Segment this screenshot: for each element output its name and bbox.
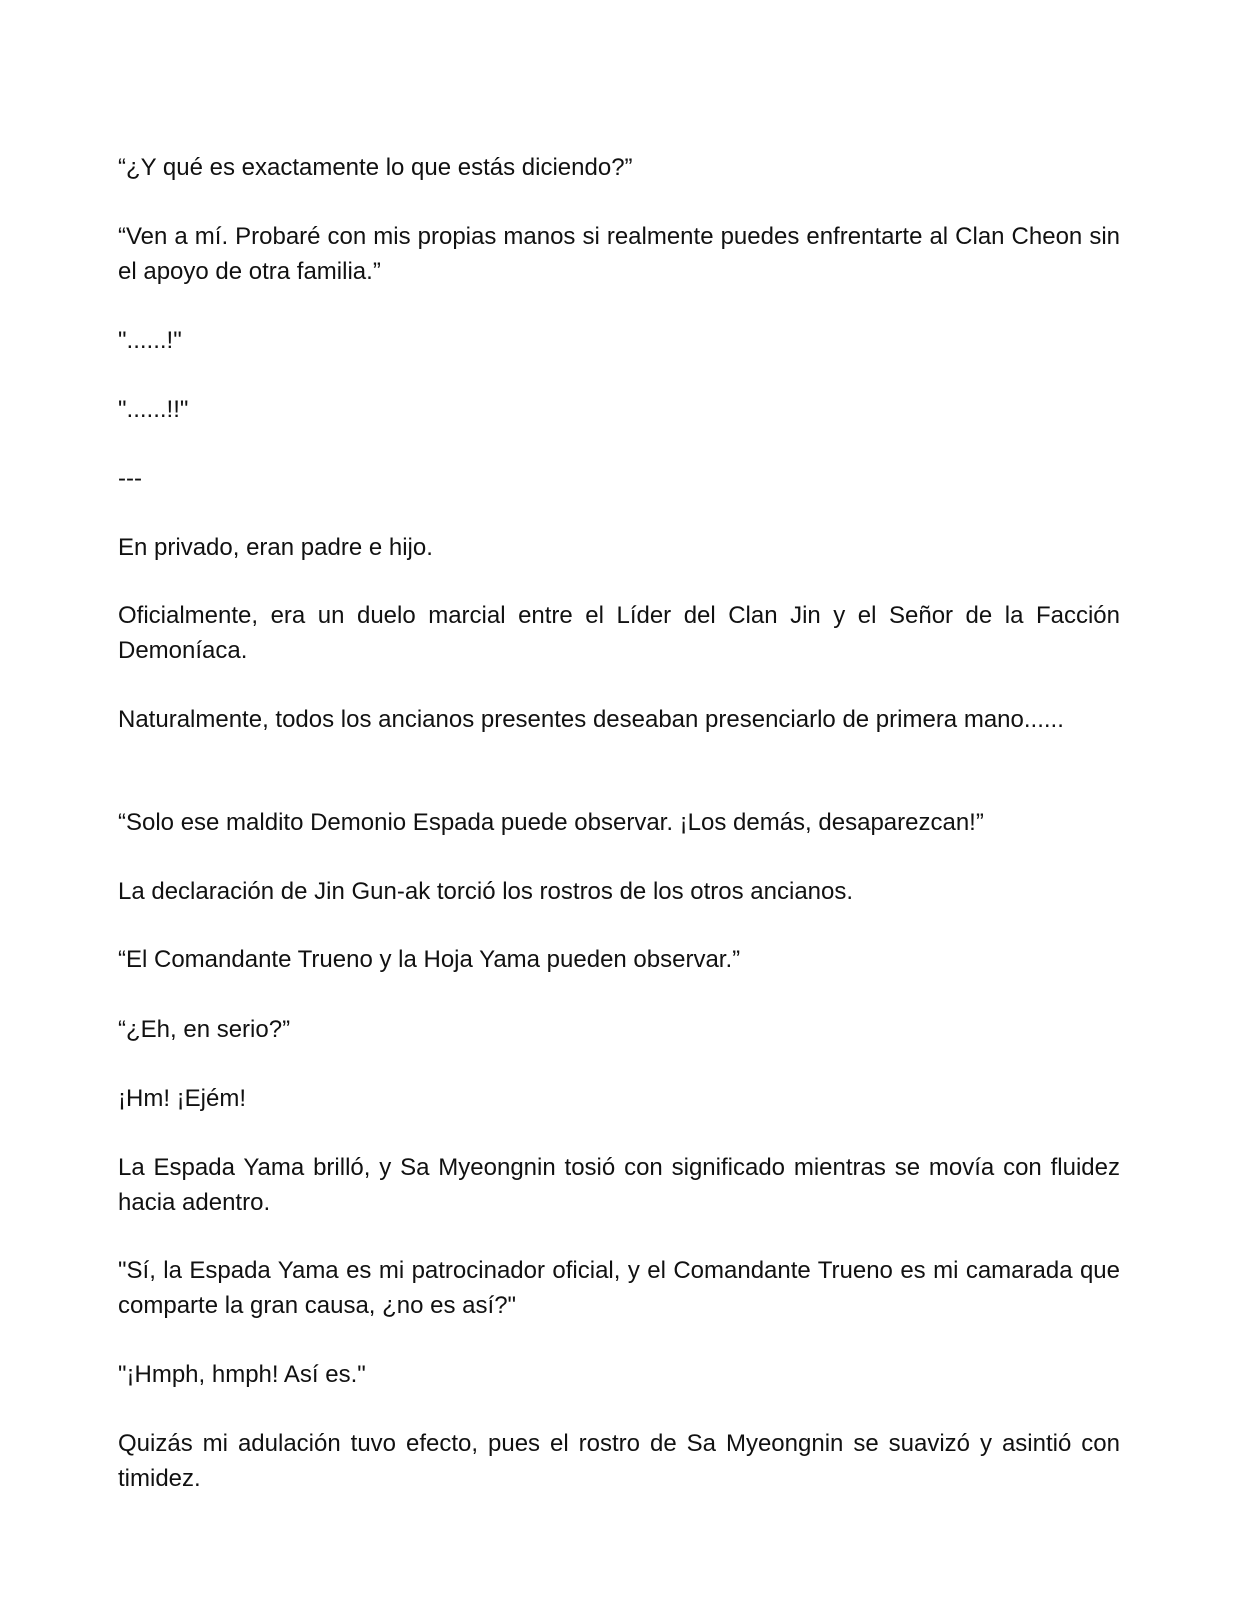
paragraph-1: “¿Y qué es exactamente lo que estás diciendo?”	[118, 154, 633, 181]
paragraph-5: En privado, eran padre e hijo.	[118, 534, 433, 561]
paragraph-6: Oficialmente, era un duelo marcial entre el Líder del Clan Jin y el Señor de la Facción Demoníaca.	[118, 602, 1120, 664]
paragraph-4: "......!!"	[118, 396, 189, 423]
paragraph-11: “¿Eh, en serio?”	[118, 1016, 291, 1043]
paragraph-16: Quizás mi adulación tuvo efecto, pues el rostro de Sa Myeongnin se suavizó y asintió con timidez.	[118, 1430, 1120, 1492]
paragraph-9: La declaración de Jin Gun-ak torció los rostros de los otros ancianos.	[118, 878, 854, 905]
paragraph-7: Naturalmente, todos los ancianos presentes deseaban presenciarlo de primera mano......	[118, 706, 1064, 733]
paragraph-13: La Espada Yama brilló, y Sa Myeongnin tosió con significado mientras se movía con fluidez hacia adentro.	[118, 1154, 1120, 1216]
paragraph-14: "Sí, la Espada Yama es mi patrocinador oficial, y el Comandante Trueno es mi camarada que comparte la gran causa, ¿no es así?"	[118, 1257, 1120, 1319]
paragraph-12: ¡Hm! ¡Ejém!	[118, 1085, 246, 1112]
paragraph-15: "¡Hmph, hmph! Así es."	[118, 1361, 366, 1388]
section-divider: ---	[118, 465, 142, 492]
paragraph-2: “Ven a mí. Probaré con mis propias manos si realmente puedes enfrentarte al Clan Cheon sin el apoyo de otra familia.”	[118, 223, 1120, 285]
paragraph-10: “El Comandante Trueno y la Hoja Yama pueden observar.”	[118, 946, 741, 973]
paragraph-3: "......!"	[118, 327, 182, 354]
paragraph-8: “Solo ese maldito Demonio Espada puede observar. ¡Los demás, desaparezcan!”	[118, 809, 984, 836]
